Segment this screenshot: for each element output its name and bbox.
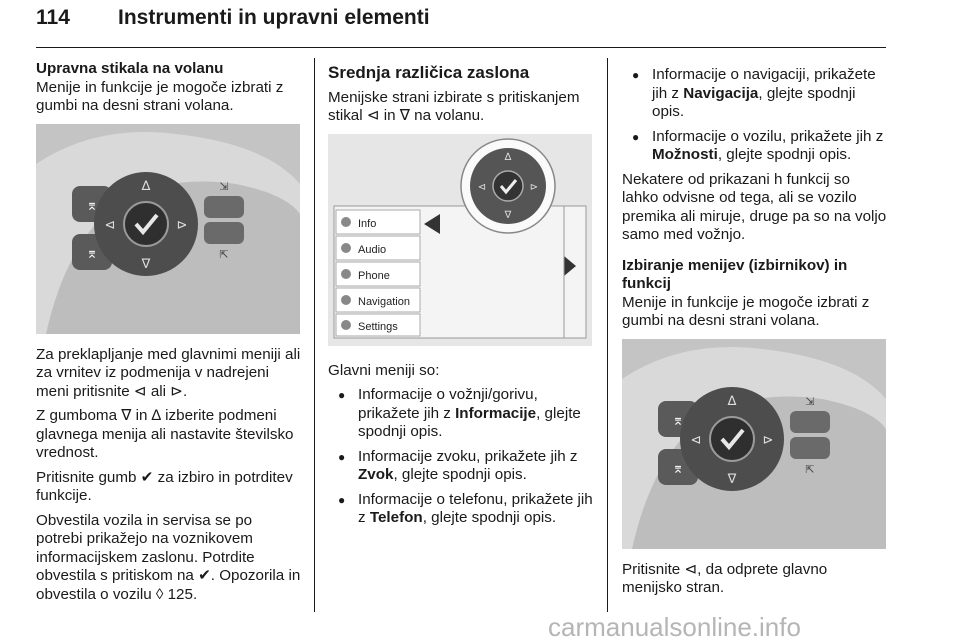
column-1 [36,60,302,610]
watermark: carmanualsonline.info [548,612,801,642]
svg-text:∆: ∆ [727,393,737,409]
svg-text:⌆: ⌆ [86,245,98,262]
column-divider [314,58,315,612]
svg-text:⇱: ⇱ [219,247,229,261]
menu-item-info: Info [358,217,377,230]
svg-text:⊲: ⊲ [104,217,116,233]
intro-text: Menije in funkcije je mogoče izbrati z gumbi na desni strani volana. [622,293,870,329]
paragraph: Z gumboma ∇ in ∆ izberite podmeni glavnega menija ali nastavite številsko vrednost. [36,407,294,461]
paragraph: Za preklapljanje med glavnimi meniji ali za vrnitev iz podmenija v nadrejeni meni pritisnite ⊲ ali ⊳. [36,345,301,400]
display-menu-image [328,134,592,346]
svg-text:⌆: ⌆ [672,460,684,477]
menu-item-phone: Phone [358,269,390,282]
paragraph: Obvestila vozila in servisa se po potrebi prikažejo na voznikovem informacijskem zaslonu. Potrdite obvestila s pritiskom na ✔. Opozorila in obvestila o vozilu ◊ 125. [36,511,301,603]
page-number: 114 [36,6,70,29]
svg-text:⇲: ⇲ [805,394,815,408]
svg-text:∆: ∆ [141,178,151,194]
svg-text:⇱: ⇱ [805,462,815,476]
svg-text:⇲: ⇲ [219,179,229,193]
main-menu-list [328,386,594,528]
page-header [36,6,430,30]
svg-text:⊳: ⊳ [529,181,539,193]
steering-wheel-controls-image [36,124,300,334]
svg-text:⌆: ⌆ [86,197,98,214]
svg-text:⊳: ⊳ [762,432,774,448]
section-heading: Srednja različica zaslona [328,63,530,82]
intro-text: Menije in funkcije je mogoče izbrati z gumbi na desni strani volana. [36,78,284,114]
section-subtitle: Upravna stikala na volanu [36,60,224,77]
svg-text:∆: ∆ [504,151,512,163]
menu-item-navigation: Navigation [358,295,410,308]
svg-text:⊲: ⊲ [690,432,702,448]
header-rule [36,47,886,48]
menu-item-audio: Audio [358,243,387,256]
svg-text:⊲: ⊲ [477,181,487,193]
main-menu-list-continued [622,66,888,165]
column-divider [607,58,608,612]
svg-text:⌆: ⌆ [672,412,684,429]
page-title: Instrumenti in upravni elementi [118,6,430,29]
list-item: ● Informacije o vožnji/gorivu, prikažete jih z Informacije, glejte spodnji opis. [328,386,594,442]
section-subtitle: Izbiranje menijev (izbirnikov) in funkcij [622,256,848,292]
paragraph: Nekatere od prikazani h funkcij so lahko odvisne od tega, ali se vozilo premika ali miruje, druge pa so na voljo samo med vožnjo. [622,170,887,243]
intro-text: Menijske strani izbirate s pritiskanjem stikal ⊲ in ∇ na volanu. [328,88,580,124]
main-menus-label: Glavni meniji so: [328,361,440,379]
list-item: ● Informacije zvoku, prikažete jih z Zvok, glejte spodnji opis. [328,448,594,485]
svg-text:∇: ∇ [141,256,151,272]
steering-wheel-controls-image [622,339,886,549]
svg-text:⊳: ⊳ [176,217,188,233]
column-3 [622,66,888,604]
svg-text:∇: ∇ [727,471,737,487]
list-item: ● Informacije o vozilu, prikažete jih z Možnosti, glejte spodnji opis. [622,128,888,165]
column-2 [328,60,594,534]
menu-item-settings: Settings [358,320,398,333]
list-item: ● Informacije o navigaciji, prikažete jih z Navigacija, glejte spodnji opis. [622,66,888,122]
list-item: ● Informacije o telefonu, prikažete jih z Telefon, glejte spodnji opis. [328,491,594,528]
paragraph: Pritisnite gumb ✔ za izbiro in potrditev funkcije. [36,468,293,504]
svg-text:∇: ∇ [504,209,512,221]
paragraph: Pritisnite ⊲, da odprete glavno menijsko stran. [622,560,828,596]
